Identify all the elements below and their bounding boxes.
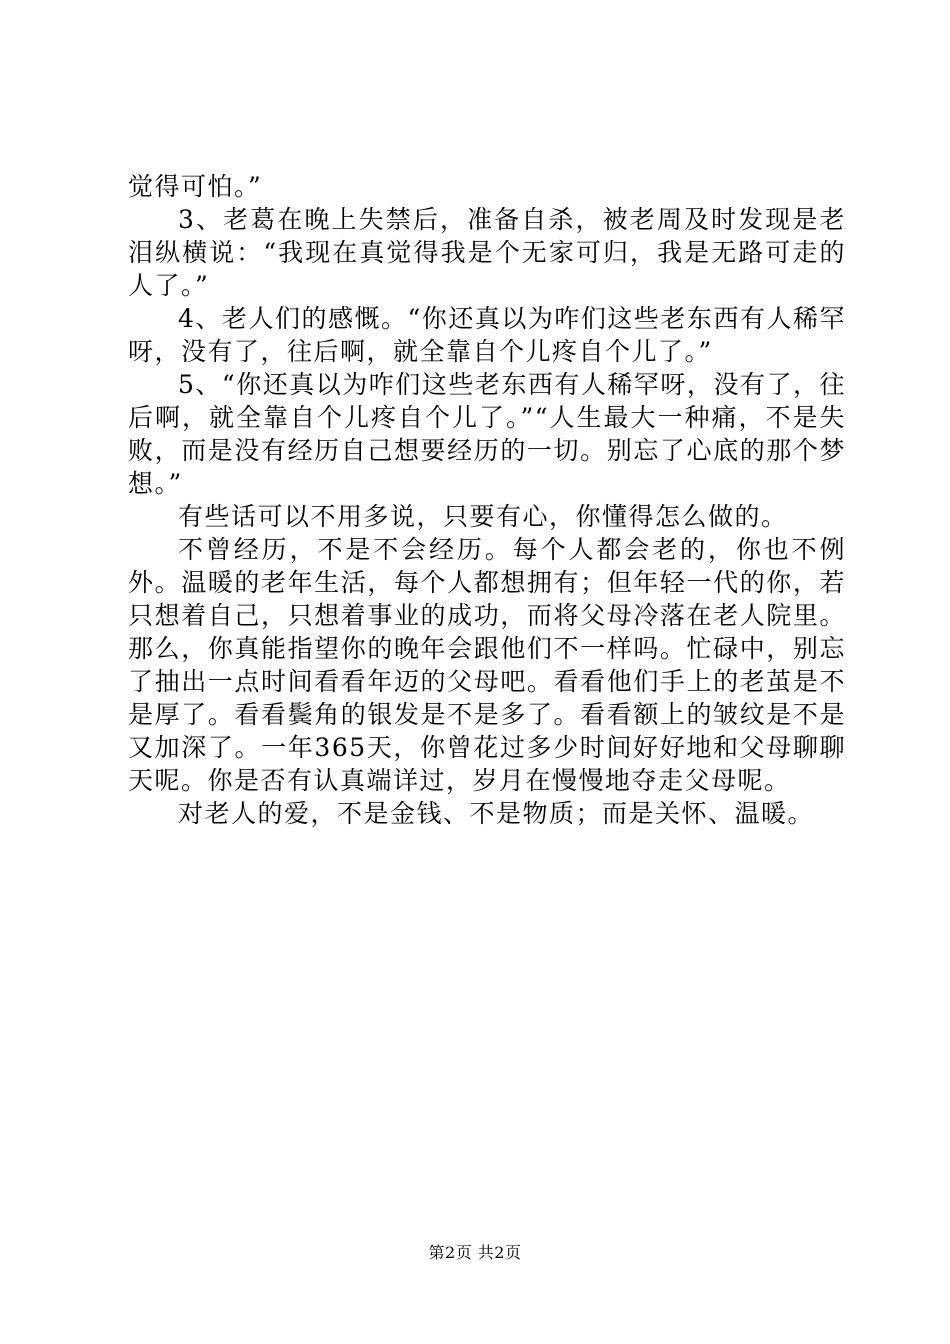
document-body — [128, 170, 846, 830]
paragraph-item-4: 4、老人们的感慨。“你还真以为咋们这些老东西有人稀罕呀，没有了，往后啊，就全靠自个儿疼自个儿了。” — [128, 304, 846, 366]
paragraph-remark: 有些话可以不用多说，只要有心，你懂得怎么做的。 — [178, 502, 788, 531]
paragraph-conclusion: 对老人的爱，不是金钱、不是物质；而是关怀、温暖。 — [178, 799, 815, 828]
paragraph-item-5: 5、“你还真以为咋们这些老东西有人稀罕呀，没有了，往后啊，就全靠自个儿疼自个儿了。”“人生最大一种痛，不是失败，而是没有经历自己想要经历的一切。别忘了心底的那个梦想。” — [128, 370, 846, 498]
paragraph-item-3: 3、老葛在晚上失禁后，准备自杀，被老周及时发现是老泪纵横说：“我现在真觉得我是个无家可归，我是无路可走的人了。” — [128, 205, 846, 300]
page-number-footer: 第2页 共2页 — [428, 1243, 522, 1262]
paragraph-continuation: 觉得可怕。” — [128, 172, 263, 201]
paragraph-reflection: 不曾经历，不是不会经历。每个人都会老的，你也不例外。温暖的老年生活，每个人都想拥有；但年轻一代的你，若只想着自己，只想着事业的成功，而将父母冷落在老人院里。那么，你真能指望你的晚年会跟他们不一样吗。忙碌中，别忘了抽出一点时间看看年迈的父母吧。看看他们手上的老茧是不是厚了。看看鬓角的银发是不是多了。看看额上的皱纹是不是又加深了。一年365天，你曾花过多少时间好好地和父母聊聊天呢。你是否有认真端详过，岁月在慢慢地夺走父母呢。 — [128, 535, 846, 795]
